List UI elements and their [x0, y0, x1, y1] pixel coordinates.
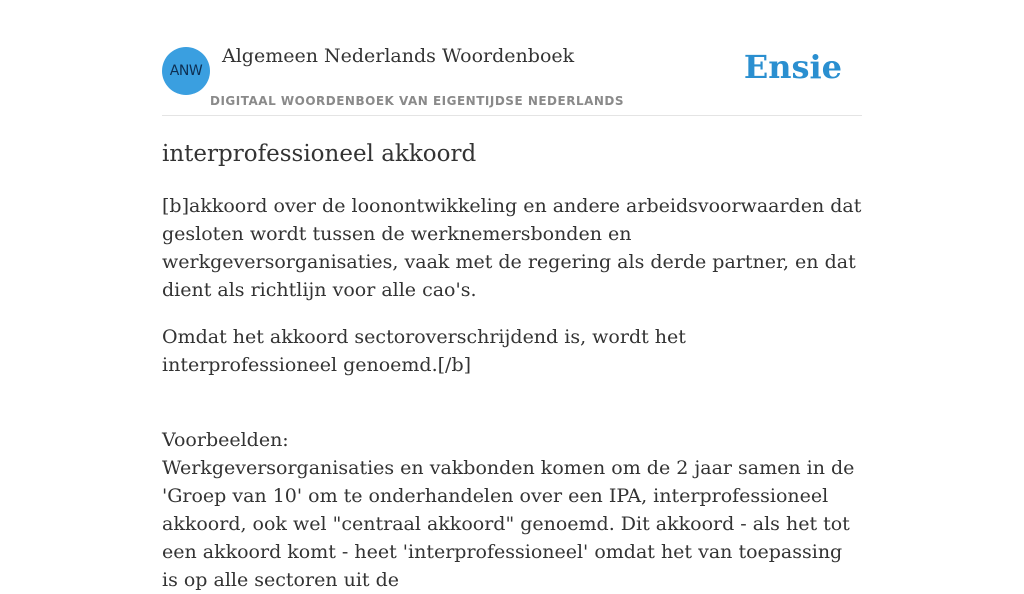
site-header: [162, 0, 862, 116]
entry-explanation: Omdat het akkoord sectoroverschrijdend is, wordt het interprofessioneel genoemd.[/b]: [162, 326, 686, 376]
site-title[interactable]: Algemeen Nederlands Woordenboek: [222, 45, 575, 67]
examples-label: Voorbeelden:: [162, 429, 289, 451]
entry-content: [162, 138, 862, 594]
entry-definition: [b]akkoord over de loonontwikkeling en andere arbeidsvoorwaarden dat gesloten wordt tussen de werknemersbonden en werkgeversorganisaties, vaak met de regering als derde partner, en dat dient als richtlijn voor alle cao's.: [162, 195, 862, 301]
examples-section: [162, 398, 862, 594]
anw-logo[interactable]: ANW: [162, 47, 210, 95]
entry-headword: interprofessioneel akkoord: [162, 141, 477, 167]
examples-text: Werkgeversorganisaties en vakbonden komen om de 2 jaar samen in de 'Groep van 10' om te onderhandelen over een IPA, interprofessioneel akkoord, ook wel "centraal akkoord" genoemd. Dit akkoord - als het tot een akkoord komt - heet 'interprofessioneel' omdat het van toepassing is op alle sectoren uit de: [162, 457, 855, 591]
ensie-brand-logo[interactable]: Ensie: [743, 48, 842, 86]
site-subtitle: DIGITAAL WOORDENBOEK VAN EIGENTIJDSE NEDERLANDS: [210, 94, 625, 108]
